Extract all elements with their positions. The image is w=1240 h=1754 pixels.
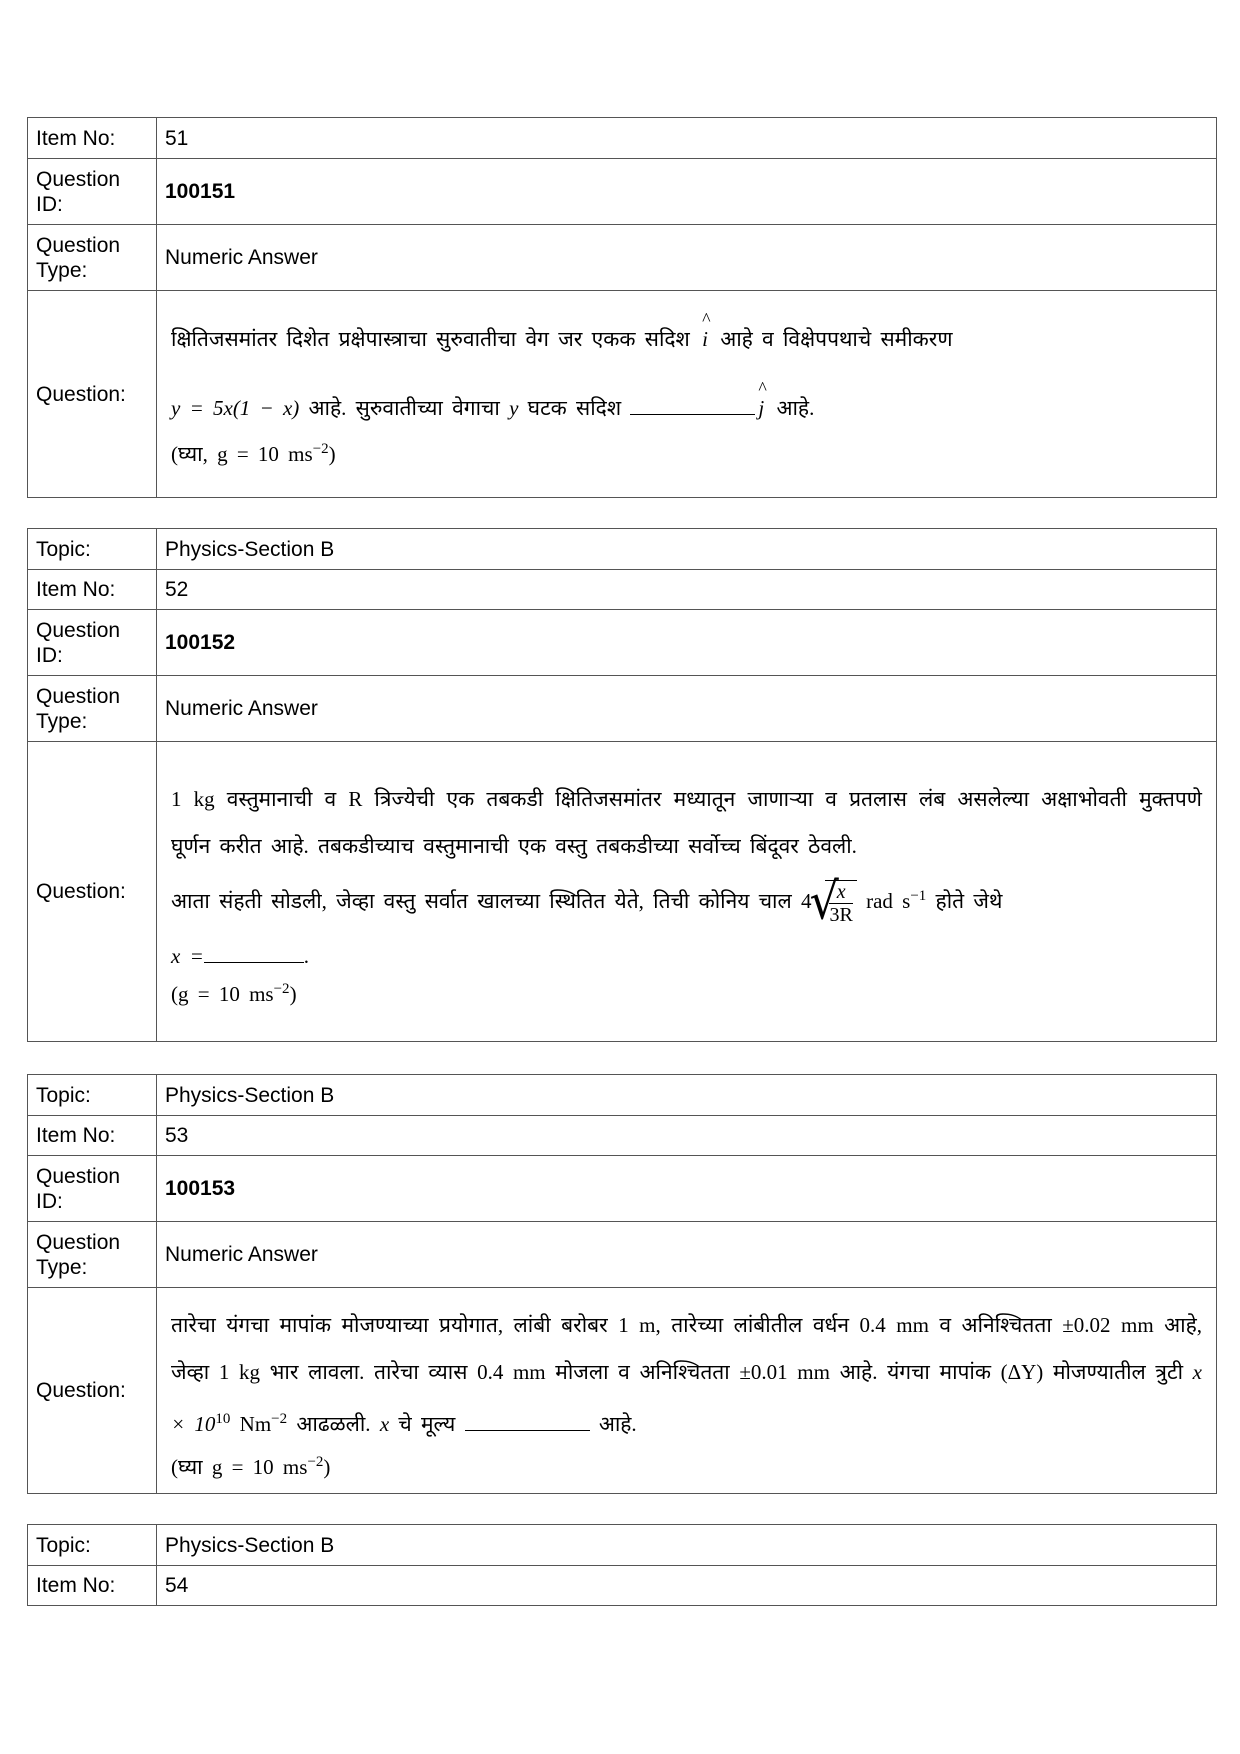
topic-label: Topic: bbox=[28, 529, 157, 570]
item-no-value: 52 bbox=[157, 570, 1217, 610]
topic-label: Topic: bbox=[28, 1525, 157, 1566]
question-type-value: Numeric Answer bbox=[157, 225, 1217, 291]
question-text: तारेचा यंगचा मापांक मोजण्याच्या प्रयोगात, लांबी बरोबर 1 m, तारेच्या लांबीतील वर्धन 0.4 mm व अनिश्चितता ±0.02 mm आहे, जेव्हा 1 kg भार लावला. तारेचा व्यास 0.4 mm मोजला व अनिश्चितता ±0.01 mm आहे. यंगचा मापांक (ΔY) मोजण्यातील त्रुटी $x \times 10^{10}$ $Nm^{-2}$ आढळली. x चे मूल्य आहे. (घ्या g = 10 $ms^{-2}$) bbox=[157, 1288, 1217, 1494]
item-no-label: Item No: bbox=[28, 570, 157, 610]
question-id-label: Question ID: bbox=[28, 610, 157, 676]
item-no-value: 53 bbox=[157, 1116, 1217, 1156]
topic-value: Physics-Section B bbox=[157, 529, 1217, 570]
question-label: Question: bbox=[28, 291, 157, 498]
question-type-label: Question Type: bbox=[28, 225, 157, 291]
topic-label: Topic: bbox=[28, 1075, 157, 1116]
item-no-label: Item No: bbox=[28, 118, 157, 159]
question-type-label: Question Type: bbox=[28, 676, 157, 742]
question-label: Question: bbox=[28, 742, 157, 1042]
answer-blank bbox=[465, 1410, 590, 1431]
sqrt-expression: √ $\frac{x}{3R}$ bbox=[811, 880, 856, 926]
question-block-51 bbox=[27, 117, 1217, 498]
item-no-label: Item No: bbox=[28, 1566, 157, 1606]
topic-value: Physics-Section B bbox=[157, 1525, 1217, 1566]
item-no-value: 54 bbox=[157, 1566, 1217, 1606]
question-text: 1 kg वस्तुमानाची व R त्रिज्येची एक तबकडी क्षितिजसमांतर मध्यातून जाणाऱ्या व प्रतलास लंब असलेल्या अक्षाभोवती मुक्तपणे घूर्णन करीत आहे. तबकडीच्याच वस्तुमानाची एक वस्तु तबकडीच्या सर्वोच्च बिंदूवर ठेवली. आता संहती सोडली, जेव्हा वस्तु सर्वात खालच्या स्थितित येते, तिची कोनिय चाल 4 √ $\frac{x}{3R}$ rad $s^{-1}$ होते जेथे x = . (g = 10 $ms^{-2}$) bbox=[157, 742, 1217, 1042]
question-id-value: 100151 bbox=[157, 159, 1217, 225]
answer-blank bbox=[630, 394, 755, 415]
question-id-value: 100153 bbox=[157, 1156, 1217, 1222]
question-id-label: Question ID: bbox=[28, 159, 157, 225]
question-block-52 bbox=[27, 528, 1217, 1042]
item-no-value: 51 bbox=[157, 118, 1217, 159]
answer-blank bbox=[204, 942, 304, 963]
item-no-label: Item No: bbox=[28, 1116, 157, 1156]
topic-value: Physics-Section B bbox=[157, 1075, 1217, 1116]
question-type-value: Numeric Answer bbox=[157, 1222, 1217, 1288]
question-type-label: Question Type: bbox=[28, 1222, 157, 1288]
question-id-value: 100152 bbox=[157, 610, 1217, 676]
question-label: Question: bbox=[28, 1288, 157, 1494]
question-block-54 bbox=[27, 1524, 1217, 1606]
question-text: क्षितिजसमांतर दिशेत प्रक्षेपास्त्राचा सुरुवातीचा वेग जर एकक सदिश ^ i आहे व विक्षेपपथाचे समीकरण y = 5x(1 − x) आहे. सुरुवातीच्या वेगाचा y घटक सदिश ^ j आहे. (घ्या, g = 10 $ms^{-2}$) bbox=[157, 291, 1217, 498]
question-id-label: Question ID: bbox=[28, 1156, 157, 1222]
question-block-53 bbox=[27, 1074, 1217, 1494]
question-type-value: Numeric Answer bbox=[157, 676, 1217, 742]
